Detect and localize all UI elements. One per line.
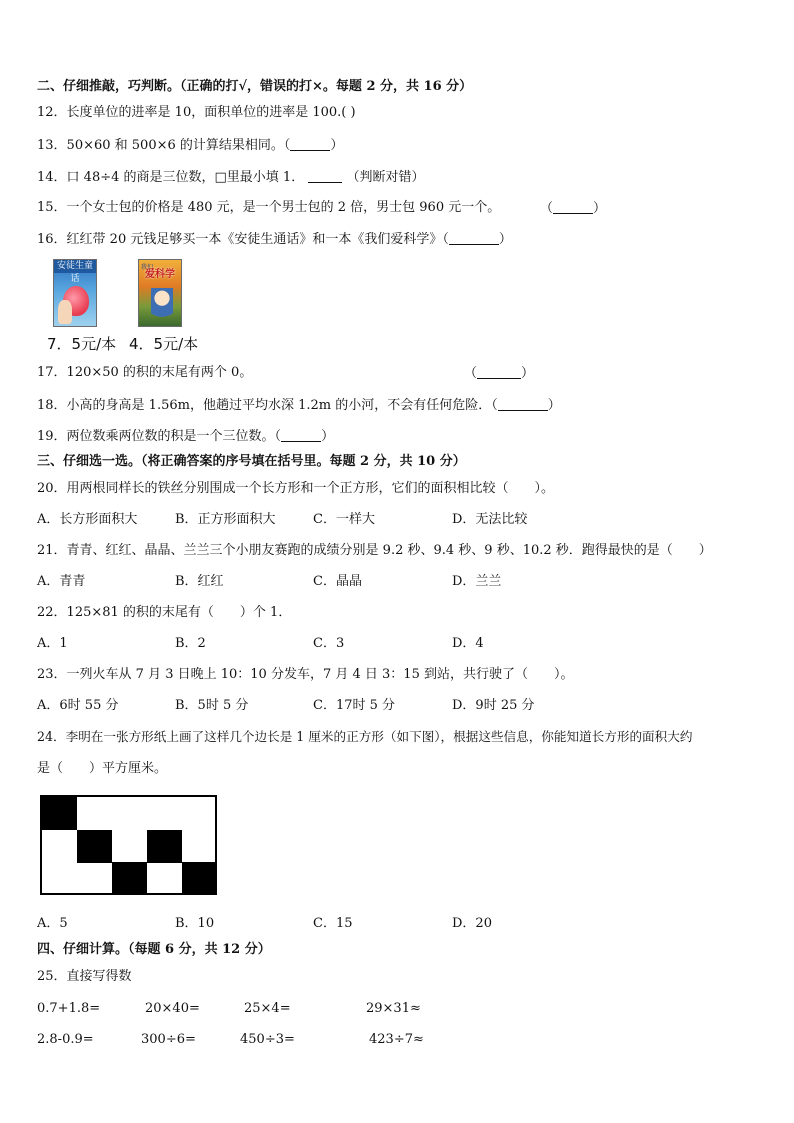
question-13 xyxy=(37,138,343,152)
question-17-answer xyxy=(464,366,534,380)
question-15-answer xyxy=(540,201,606,215)
section2-heading: 二、仔细推敲，巧判断。（正确的打√，错误的打×。每题 2 分，共 16 分） xyxy=(37,79,473,94)
section3-heading: 三、仔细选一选。（将正确答案的序号填在括号里。每题 2 分，共 10 分） xyxy=(37,454,466,469)
calc-item: 25×4= xyxy=(244,1001,291,1016)
answer-blank[interactable] xyxy=(449,232,499,245)
question-20: 20．用两根同样长的铁丝分别围成一个长方形和一个正方形，它们的面积相比较（ ）。 xyxy=(37,481,555,496)
grid-figure xyxy=(40,795,217,895)
answer-blank[interactable] xyxy=(308,170,342,183)
answer-blank[interactable] xyxy=(477,366,521,379)
black-square xyxy=(182,862,217,895)
calc-item: 0.7+1.8= xyxy=(37,1001,101,1016)
calc-item: 29×31≈ xyxy=(366,1001,421,1016)
answer-paren-close: ） xyxy=(547,398,561,413)
question-12-paren: ( ) xyxy=(341,105,356,120)
option-c[interactable]: C．晶晶 xyxy=(313,574,362,589)
answer-paren-open: （ xyxy=(540,201,554,216)
book-cover-andersen-image xyxy=(53,259,97,327)
question-13-text: 13．50×60 和 500×6 的计算结果相同。 xyxy=(37,138,284,153)
option-c[interactable]: C．一样大 xyxy=(313,512,375,527)
question-17 xyxy=(37,366,252,379)
option-a[interactable]: A．青青 xyxy=(37,574,86,589)
option-c[interactable]: C．17时 5 分 xyxy=(313,698,396,713)
option-b[interactable]: B．5时 5 分 xyxy=(175,698,249,713)
answer-paren-close: ） xyxy=(593,201,607,216)
option-b[interactable]: B．红红 xyxy=(175,574,224,589)
question-24-cont: 是（ ）平方厘米。 xyxy=(37,761,168,776)
question-14 xyxy=(37,170,425,184)
question-19 xyxy=(37,429,334,443)
girl-figure xyxy=(58,300,72,324)
book-cover-title: 安徒生童话 xyxy=(54,260,96,273)
question-16 xyxy=(37,232,512,246)
option-d[interactable]: D．无法比较 xyxy=(452,512,528,527)
question-15 xyxy=(37,201,500,214)
black-square xyxy=(112,862,147,895)
option-b[interactable]: B．10 xyxy=(175,916,215,931)
question-15-text: 15．一个女士包的价格是 480 元，是一个男士包的 2 倍，男士包 960 元一个。 xyxy=(37,200,501,215)
question-22: 22．125×81 的积的末尾有（ ）个 1． xyxy=(37,605,292,620)
calc-item: 20×40= xyxy=(145,1001,200,1016)
option-a[interactable]: A．1 xyxy=(37,636,68,651)
question-14-text: 14．口 48÷4 的商是三位数，□里最小填 1． xyxy=(37,170,305,185)
answer-paren-open: （ xyxy=(491,398,498,413)
option-c[interactable]: C．15 xyxy=(313,916,353,931)
question-17-text: 17．120×50 的积的末尾有两个 0。 xyxy=(37,365,253,380)
option-c[interactable]: C．3 xyxy=(313,636,345,651)
book-cover-science-image xyxy=(138,259,182,327)
calc-item: 450÷3= xyxy=(240,1032,295,1047)
answer-blank[interactable] xyxy=(553,201,593,214)
answer-blank[interactable] xyxy=(290,138,330,151)
calc-item: 423÷7≈ xyxy=(369,1032,424,1047)
answer-paren-open: （ xyxy=(283,138,291,153)
question-12-text: 12．长度单位的进率是 10，面积单位的进率是 100. xyxy=(37,105,342,120)
black-square xyxy=(147,830,182,863)
answer-paren-close: ） xyxy=(330,138,344,153)
question-12 xyxy=(37,106,356,119)
answer-paren-close: ） xyxy=(498,232,512,247)
question-16-text: 16．红红带 20 元钱足够买一本《安徒生通话》和一本《我们爱科学》 xyxy=(37,232,443,247)
calc-item: 2.8-0.9= xyxy=(37,1032,94,1047)
question-18 xyxy=(37,398,561,412)
question-21: 21．青青、红红、晶晶、兰兰三个小朋友赛跑的成绩分别是 9.2 秒、9.4 秒、9 秒、10.2 秒．跑得最快的是（ ） xyxy=(37,543,712,558)
cartoon-character xyxy=(151,288,173,322)
answer-paren-open: （ xyxy=(464,366,478,381)
question-23: 23．一列火车从 7 月 3 日晚上 10：10 分发车，7 月 4 日 3：15 到站，共行驶了（ ）。 xyxy=(37,667,574,682)
option-d[interactable]: D．4 xyxy=(452,636,484,651)
section4-heading: 四、仔细计算。（每题 6 分，共 12 分） xyxy=(37,942,271,957)
option-b[interactable]: B．2 xyxy=(175,636,206,651)
answer-paren-open: （ xyxy=(442,232,449,247)
question-18-text: 18．小高的身高是 1.56m，他趟过平均水深 1.2m 的小河，不会有任何危险． xyxy=(37,398,492,413)
option-b[interactable]: B．正方形面积大 xyxy=(175,512,276,527)
answer-paren-open: （ xyxy=(274,429,282,444)
question-24: 24．李明在一张方形纸上画了这样几个边长是 1 厘米的正方形（如下图），根据这些信息，你能知道长方形的面积大约 xyxy=(37,729,693,744)
book-price-andersen: 7．5元/本 xyxy=(47,335,117,353)
answer-paren-close: ） xyxy=(321,429,335,444)
book-cover-title: 爱科学 xyxy=(145,269,175,280)
option-d[interactable]: D．9时 25 分 xyxy=(452,698,535,713)
calc-item: 300÷6= xyxy=(141,1032,196,1047)
book-price-science: 4．5元/本 xyxy=(129,335,199,353)
answer-blank[interactable] xyxy=(498,398,548,411)
option-a[interactable]: A．5 xyxy=(37,916,68,931)
answer-paren-close: ） xyxy=(521,366,535,381)
question-25: 25．直接写得数 xyxy=(37,969,132,984)
question-19-text: 19．两位数乘两位数的积是一个三位数。 xyxy=(37,429,275,444)
option-d[interactable]: D．20 xyxy=(452,916,492,931)
answer-blank[interactable] xyxy=(281,429,321,442)
black-square xyxy=(42,797,77,830)
question-14-tail: （判断对错） xyxy=(346,170,425,185)
book-cover-subtitle: 我们 xyxy=(141,264,154,271)
option-d[interactable]: D．兰兰 xyxy=(452,574,502,589)
black-square xyxy=(77,830,112,863)
option-a[interactable]: A．长方形面积大 xyxy=(37,512,138,527)
option-a[interactable]: A．6时 55 分 xyxy=(37,698,119,713)
